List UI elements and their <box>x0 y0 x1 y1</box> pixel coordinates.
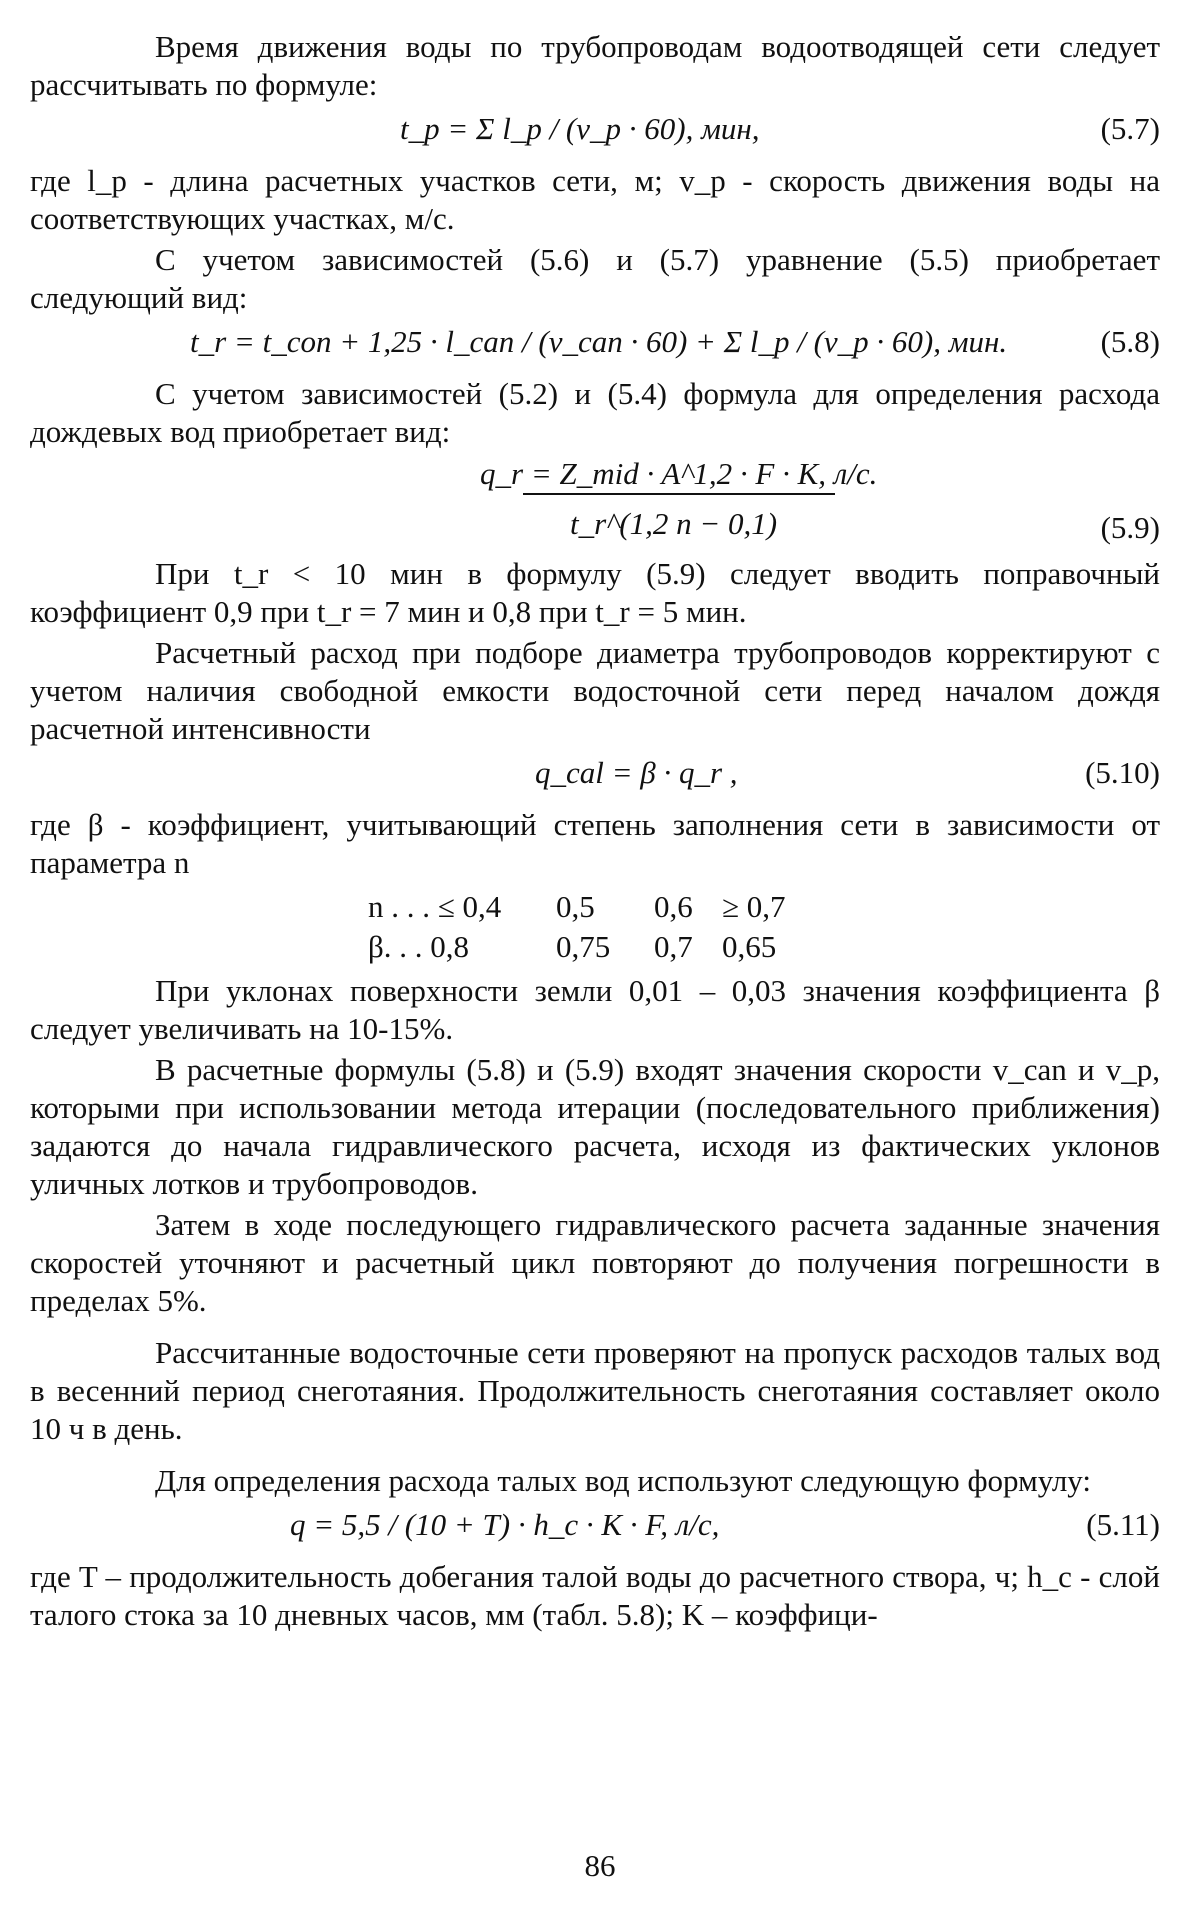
formula-5-9-denominator: t_r^(1,2 n − 0,1) <box>570 506 778 541</box>
table-row-n <box>368 888 812 926</box>
formula-5-9 <box>30 455 1160 551</box>
formula-5-7-expr: t_p = Σ l_p / (v_p · 60), мин, <box>400 111 760 146</box>
formula-5-8 <box>30 323 1160 369</box>
table-cell: 0,75 <box>556 929 611 964</box>
formula-5-10-expr: q_cal = β · q_r , <box>535 755 738 790</box>
table-cell: 0,7 <box>654 929 693 964</box>
paragraph-3: С учетом зависимостей (5.6) и (5.7) уравнение (5.5) приобретает следующий вид: <box>30 242 1160 315</box>
table-cell: 0,65 <box>722 929 777 964</box>
paragraph-2: где l_p - длина расчетных участков сети, м; v_p - скорость движения воды на соответствующих участках, м/с. <box>30 163 1160 236</box>
formula-5-8-expr: t_r = t_con + 1,25 · l_can / (v_can · 60) + Σ l_p / (v_p · 60), мин. <box>190 324 1008 359</box>
beta-coefficient-table <box>30 888 1160 968</box>
formula-5-10 <box>30 754 1160 800</box>
paragraph-4: С учетом зависимостей (5.2) и (5.4) формула для определения расхода дождевых вод приобретает вид: <box>30 376 1160 449</box>
formula-5-11-number: (5.11) <box>1086 1507 1160 1542</box>
formula-5-7-number: (5.7) <box>1100 111 1160 146</box>
table-cell: ≥ 0,7 <box>722 889 786 924</box>
paragraph-1: Время движения воды по трубопроводам водоотводящей сети следует рассчитывать по формуле: <box>30 29 1160 102</box>
page-number: 86 <box>584 1848 616 1883</box>
table-cell: 0,6 <box>654 889 693 924</box>
paragraph-5: При t_r < 10 мин в формулу (5.9) следует вводить поправочный коэффициент 0,9 при t_r = 7 мин и 0,8 при t_r = 5 мин. <box>30 556 1160 629</box>
page-content <box>30 28 1160 1634</box>
formula-5-11 <box>30 1506 1160 1552</box>
table-cell: n . . . ≤ 0,4 <box>368 889 502 924</box>
formula-5-7 <box>30 110 1160 156</box>
formula-5-11-expr: q = 5,5 / (10 + T) · h_c · K · F, л/с, <box>290 1507 720 1542</box>
paragraph-13: где T – продолжительность добегания талой воды до расчетного створа, ч; h_c - слой талого стока за 10 дневных часов, мм (табл. 5.8); K – коэффици- <box>30 1559 1160 1632</box>
table-cell: 0,5 <box>556 889 595 924</box>
paragraph-12: Для определения расхода талых вод используют следующую формулу: <box>155 1463 1092 1498</box>
formula-5-8-number: (5.8) <box>1100 324 1160 359</box>
paragraph-6: Расчетный расход при подборе диаметра трубопроводов корректируют с учетом наличия свободной емкости водосточной сети перед началом дождя расчетной интенсивности <box>30 635 1160 746</box>
paragraph-11: Рассчитанные водосточные сети проверяют на пропуск расходов талых вод в весенний период снеготаяния. Продолжительность снеготаяния составляет около 10 ч в день. <box>30 1335 1160 1446</box>
paragraph-8: При уклонах поверхности земли 0,01 – 0,03 значения коэффициента β следует увеличивать на 10-15%. <box>30 973 1160 1046</box>
paragraph-7: где β - коэффициент, учитывающий степень заполнения сети в зависимости от параметра n <box>30 807 1160 880</box>
formula-5-9-number: (5.9) <box>1100 510 1160 545</box>
paragraph-9: В расчетные формулы (5.8) и (5.9) входят значения скорости v_can и v_p, которыми при использовании метода итерации (последовательного приближения) задаются до начала гидравлического расчета, исходя из фактических уклонов уличных лотков и трубопроводов. <box>30 1052 1160 1201</box>
formula-5-10-number: (5.10) <box>1085 755 1160 790</box>
fraction-bar <box>523 493 835 495</box>
paragraph-10: Затем в ходе последующего гидравлического расчета заданные значения скоростей уточняют и расчетный цикл повторяют до получения погрешности в пределах 5%. <box>30 1207 1160 1318</box>
formula-5-9-numerator: q_r = Z_mid · A^1,2 · F · K, л/с. <box>480 456 878 491</box>
table-row-beta <box>368 928 812 966</box>
table-cell: β. . . 0,8 <box>368 929 470 964</box>
